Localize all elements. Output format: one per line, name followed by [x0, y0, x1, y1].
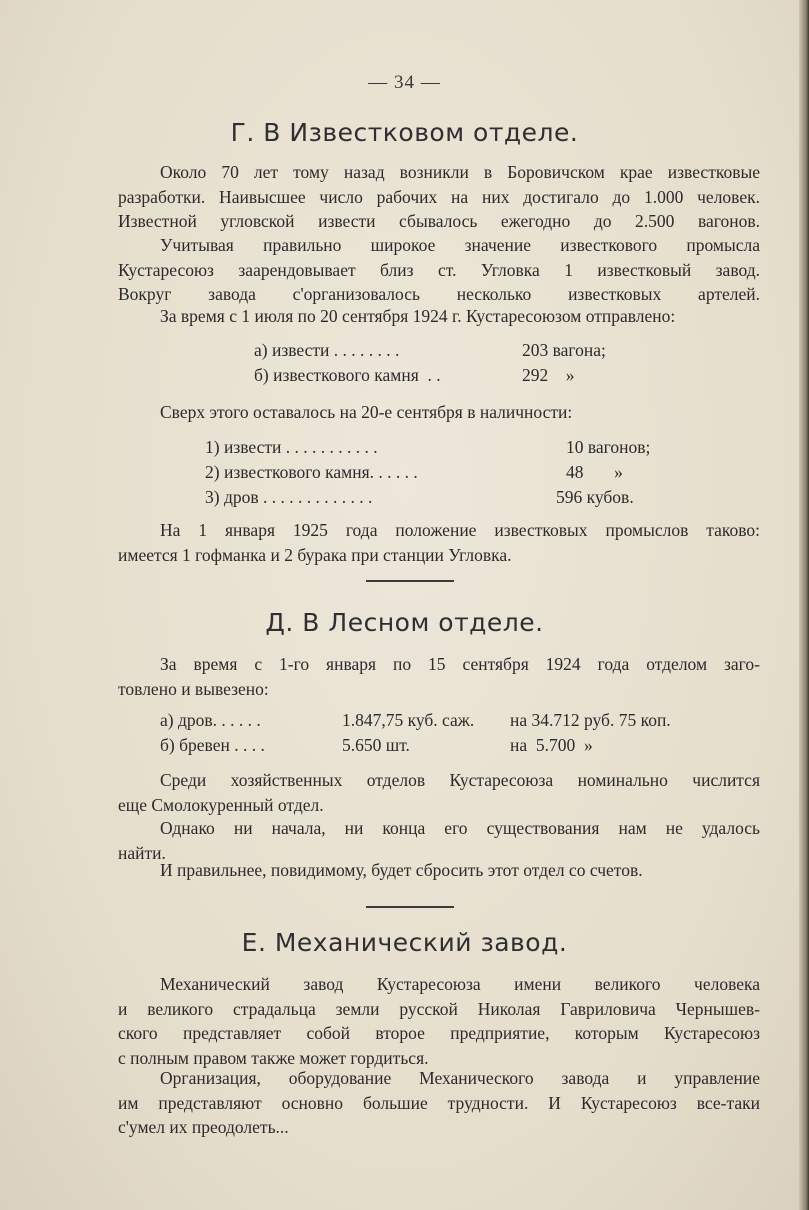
list3-item-price: на 5.700 »	[510, 735, 593, 755]
section-divider	[366, 906, 454, 908]
section-g-para-3: За время с 1 июля по 20 сентября 1924 г. Кустаресоюзом отправлено:	[160, 306, 676, 326]
section-e-heading: Е. Механический завод.	[241, 928, 568, 957]
section-g-para-4: Сверх этого оставалось на 20-е сентября в наличности:	[160, 402, 573, 422]
section-e-para-2: Организация, оборудование Механического завода и управление им представляют основно большие трудности. И Кустаресоюз все-таки с'умел их преодолеть...	[118, 1068, 760, 1137]
section-d-para-3: Однако ни начала, ни конца его существования нам не удалось найти.	[118, 818, 760, 863]
section-d-para-4: И правильнее, повидимому, будет сбросить этот отдел со счетов.	[160, 860, 643, 880]
list2-item-value: 10 вагонов;	[566, 437, 651, 457]
list2-item-label: 3) дров . . . . . . . . . . . . .	[205, 487, 373, 507]
list2-item-label: 2) известкового камня. . . . . .	[205, 462, 418, 482]
section-g-para-1: Около 70 лет тому назад возникли в Боровичском крае известковые разработки. Наивысшее число рабочих на них достигало до 1.000 человек. Известной угловской извести сбывалось ежегодно до 2.500 вагонов.	[118, 162, 760, 231]
list3-item-label: б) бревен . . . .	[160, 735, 265, 755]
page-edge-shadow	[799, 0, 809, 1210]
list2-item-label: 1) извести . . . . . . . . . . .	[205, 437, 378, 457]
list2-item-value: 48 »	[566, 462, 623, 482]
section-g-heading: Г. В Известковом отделе.	[230, 118, 579, 147]
list3-item-price: на 34.712 руб. 75 коп.	[510, 710, 671, 730]
section-d-heading: Д. В Лесном отделе.	[265, 608, 544, 637]
section-e-para-1: Механический завод Кустаресоюза имени великого человека и великого страдальца земли русской Николая Гавриловича Чернышев- ского представляет собой второе предприятие, которым Кустаресоюз с полным правом также может гордиться.	[118, 974, 760, 1068]
list3-item-label: а) дров. . . . . .	[160, 710, 261, 730]
list1-item-value: 292 »	[522, 365, 575, 385]
page-number: — 34 —	[368, 72, 441, 93]
list3-item-qty: 1.847,75 куб. саж.	[342, 710, 475, 730]
list3-item-qty: 5.650 шт.	[342, 735, 410, 755]
section-d-para-1: За время с 1-го января по 15 сентября 1924 года отделом заго- товлено и вывезено:	[118, 654, 760, 699]
section-g-para-5: На 1 января 1925 года положение известковых промыслов таково: имеется 1 гофманка и 2 бурака при станции Угловка.	[118, 520, 760, 565]
section-d-para-2: Среди хозяйственных отделов Кустаресоюза номинально числится еще Смолокуренный отдел.	[118, 770, 760, 815]
section-divider	[366, 580, 454, 582]
section-g-para-2: Учитывая правильно широкое значение известкового промысла Кустаресоюз заарендовывает близ ст. Угловка 1 известковый завод. Вокруг завода с'организовалось несколько известковых артелей.	[118, 235, 760, 304]
list1-item-label: а) извести . . . . . . . .	[254, 340, 400, 360]
list1-item-label: б) известкового камня . .	[254, 365, 441, 385]
list2-item-value: 596 кубов.	[556, 487, 634, 507]
list1-item-value: 203 вагона;	[522, 340, 606, 360]
